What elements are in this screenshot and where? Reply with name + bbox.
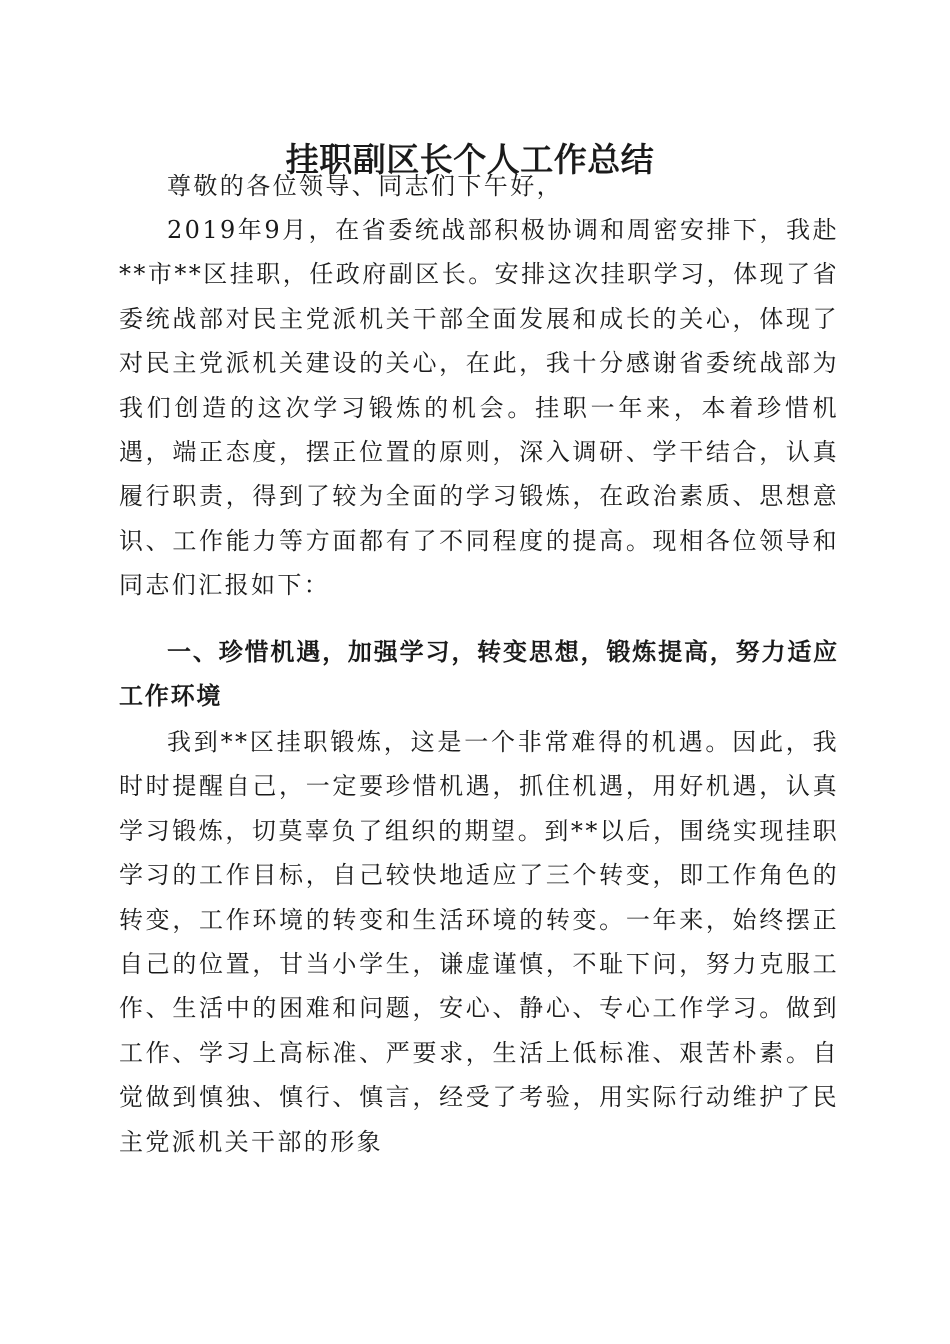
section-1-paragraph: 我到**区挂职锻炼，这是一个非常难得的机遇。因此，我时时提醒自己，一定要珍惜机遇，抓住机遇，用好机遇，认真学习锻炼，切莫辜负了组织的期望。到**以后，围绕实现挂职学习的工作目标，自己较快地适应了三个转变，即工作角色的转变，工作环境的转变和生活环境的转变。一年来，始终摆正自己的位置，甘当小学生，谦虚谨慎，不耻下问，努力克服工作、生活中的困难和问题，安心、静心、专心工作学习。做到工作、学习上高标准、严要求，生活上低标准、艰苦朴素。自觉做到慎独、慎行、慎言，经受了考验，用实际行动维护了民主党派机关干部的形象 bbox=[119, 728, 839, 1156]
intro-paragraph: 2019年9月，在省委统战部积极协调和周密安排下，我赴**市**区挂职，任政府副区长。安排这次挂职学习，体现了省委统战部对民主党派机关干部全面发展和成长的关心，体现了对民主党派机关建设的关心，在此，我十分感谢省委统战部为我们创造的这次学习锻炼的机会。挂职一年来，本着珍惜机遇，端正态度，摆正位置的原则，深入调研、学干结合，认真履行职责，得到了较为全面的学习锻炼，在政治素质、思想意识、工作能力等方面都有了不同程度的提高。现相各位领导和同志们汇报如下： bbox=[119, 216, 839, 600]
document-title: 挂职副区长个人工作总结 bbox=[285, 140, 655, 179]
section-1-heading: 一、珍惜机遇，加强学习，转变思想，锻炼提高，努力适应工作环境 bbox=[119, 638, 839, 711]
greeting-paragraph: 尊敬的各位领导、同志们下午好， bbox=[167, 172, 563, 200]
